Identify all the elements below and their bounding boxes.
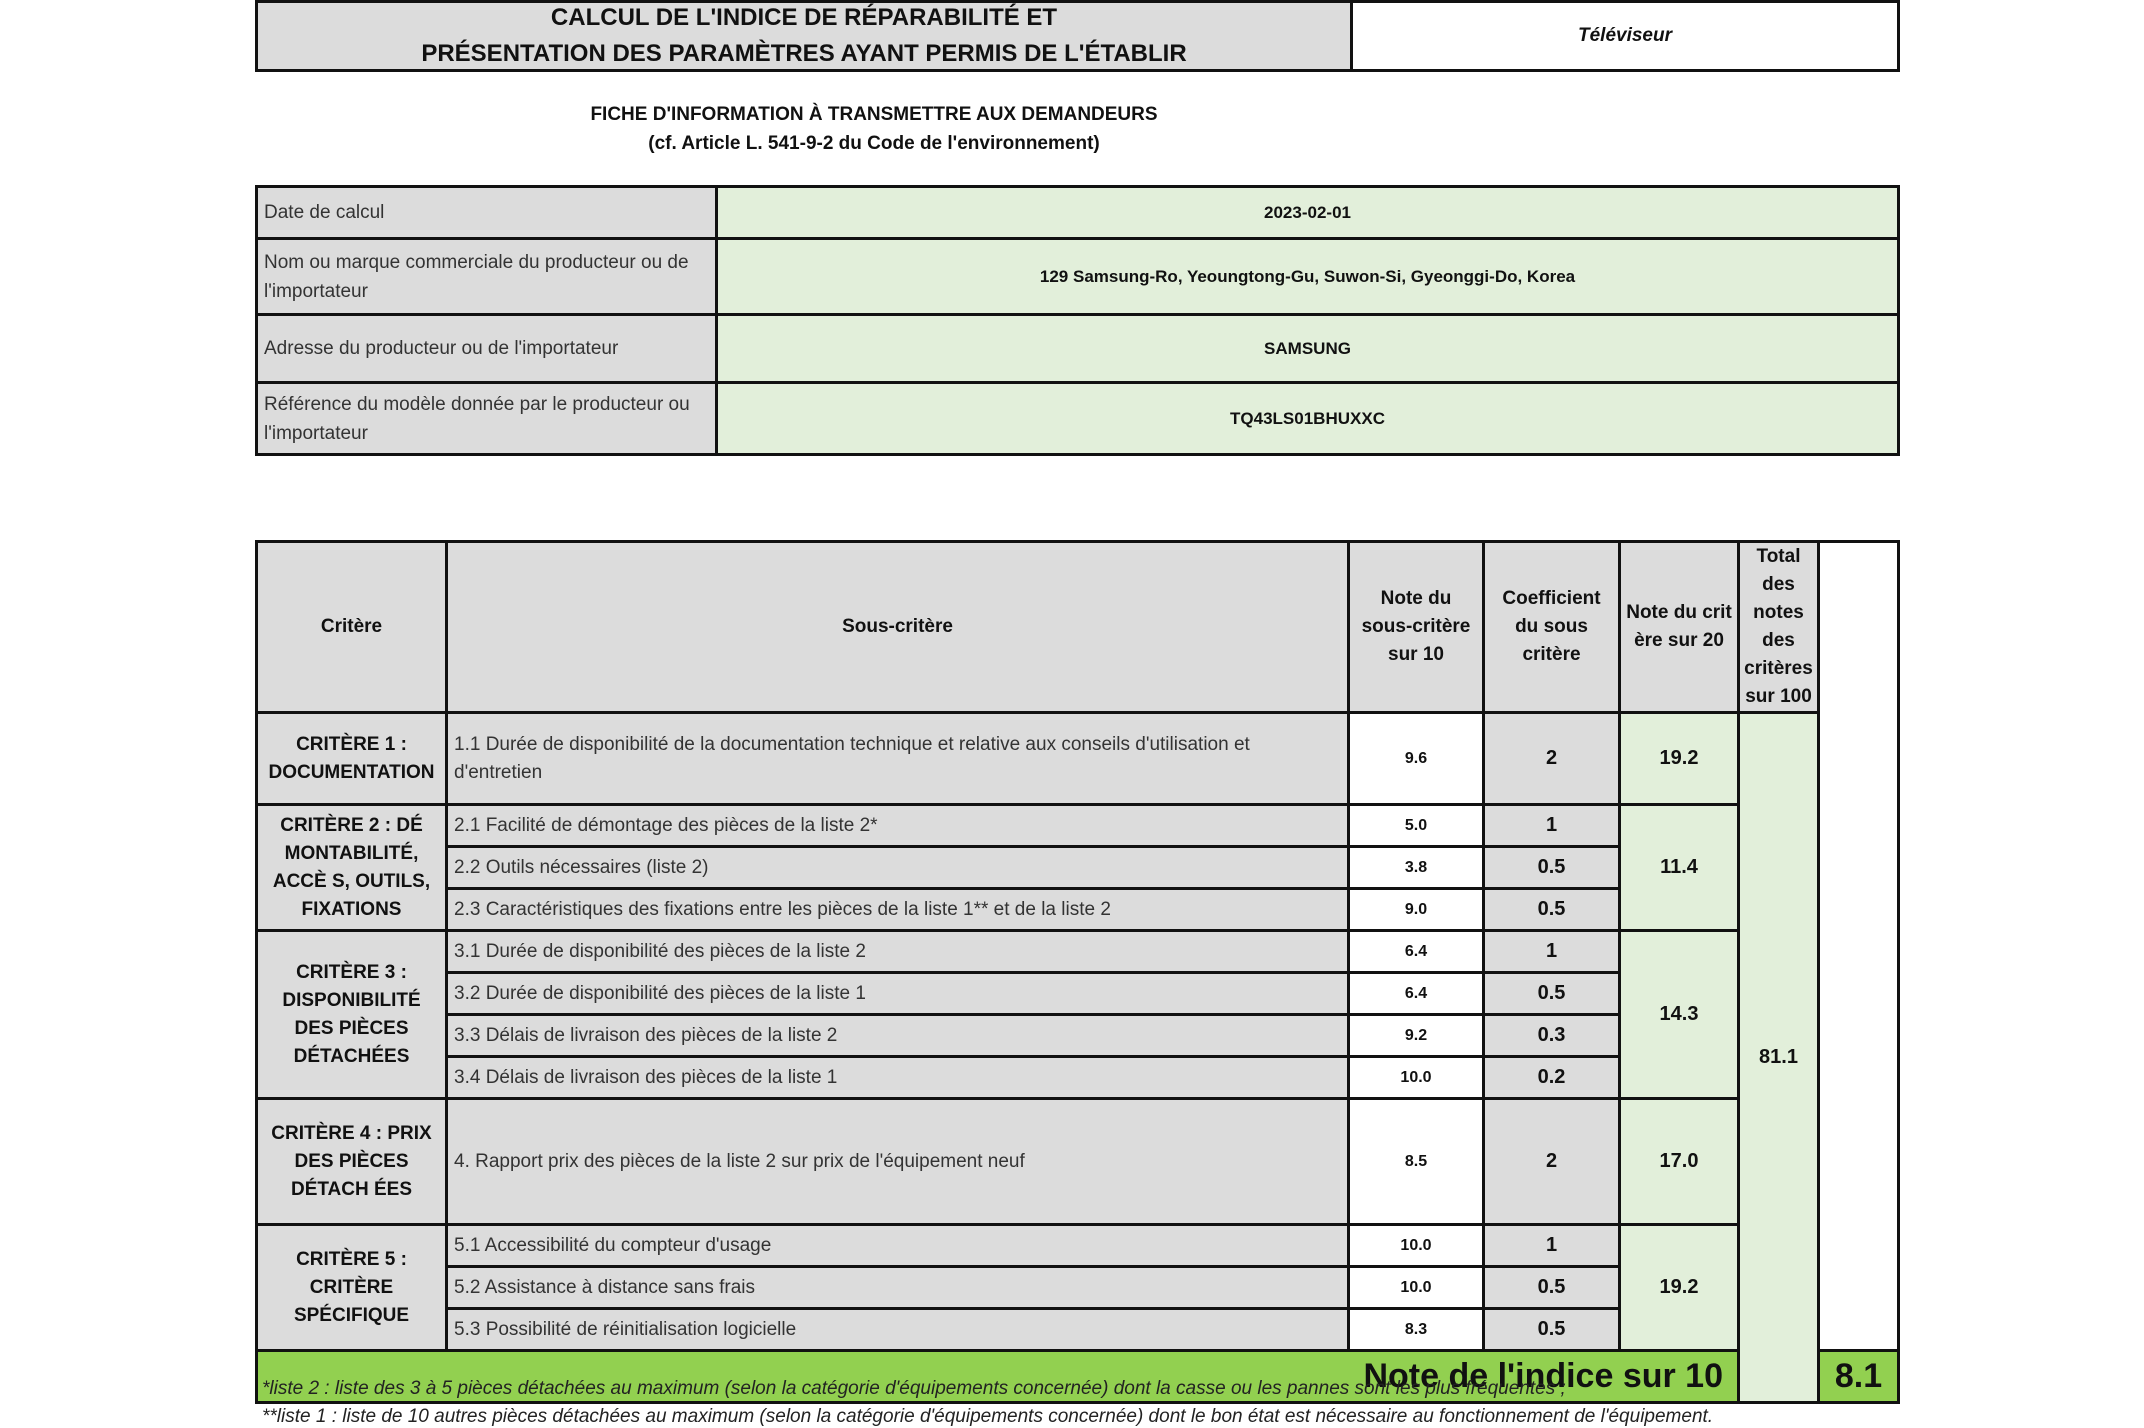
subtitle-line-2: (cf. Article L. 541-9-2 du Code de l'environnement) xyxy=(648,133,1100,154)
footnote-liste-2: *liste 2 : liste des 3 à 5 pièces détachées au maximum (selon la catégorie d'équipements concernée) dont la casse ou les pannes sont les plus fréquentes ; xyxy=(262,1378,1566,1399)
info-label: Date de calcul xyxy=(257,187,717,239)
header-sous-critere: Sous-critère xyxy=(447,542,1349,713)
criterion-score: 14.3 xyxy=(1620,931,1739,1099)
sub-criterion-note: 10.0 xyxy=(1349,1225,1484,1267)
title-line-2: PRÉSENTATION DES PARAMÈTRES AYANT PERMIS DE L'ÉTABLIR xyxy=(421,40,1187,67)
product-category: Téléviseur xyxy=(1353,3,1897,69)
sub-criterion-label: 4. Rapport prix des pièces de la liste 2 sur prix de l'équipement neuf xyxy=(447,1099,1349,1225)
sub-criterion-label: 3.1 Durée de disponibilité des pièces de la liste 2 xyxy=(447,931,1349,973)
sub-criterion-label: 3.3 Délais de livraison des pièces de la liste 2 xyxy=(447,1015,1349,1057)
sub-criterion-note: 9.0 xyxy=(1349,889,1484,931)
info-value: 2023-02-01 xyxy=(717,187,1899,239)
product-info-table xyxy=(255,185,1900,456)
info-row-producer-name xyxy=(257,239,1899,315)
sub-criterion-label: 5.3 Possibilité de réinitialisation logicielle xyxy=(447,1309,1349,1351)
info-value: TQ43LS01BHUXXC xyxy=(717,383,1899,455)
info-label: Nom ou marque commerciale du producteur ou de l'importateur xyxy=(257,239,717,315)
sub-criterion-coef: 0.5 xyxy=(1484,1309,1620,1351)
table-header-row xyxy=(257,542,1899,713)
table-row xyxy=(257,1099,1899,1225)
sub-criterion-coef: 2 xyxy=(1484,1099,1620,1225)
table-row xyxy=(257,1225,1899,1267)
criterion-name: CRITÈRE 3 : DISPONIBILITÉ DES PIÈCES DÉTACHÉES xyxy=(257,931,447,1099)
info-label: Référence du modèle donnée par le producteur ou l'importateur xyxy=(257,383,717,455)
repairability-score-table xyxy=(255,540,1900,1404)
info-row-date xyxy=(257,187,1899,239)
header-note-critere: Note du crit ère sur 20 xyxy=(1620,542,1739,713)
sub-criterion-note: 8.5 xyxy=(1349,1099,1484,1225)
document-title xyxy=(258,3,1353,69)
sub-criterion-note: 10.0 xyxy=(1349,1267,1484,1309)
final-score-label: Note de l'indice sur 10 xyxy=(257,1351,1739,1403)
criterion-name: CRITÈRE 5 : CRITÈRE SPÉCIFIQUE xyxy=(257,1225,447,1351)
criterion-name: CRITÈRE 2 : DÉ MONTABILITÉ, ACCÈ S, OUTILS, FIXATIONS xyxy=(257,805,447,931)
info-value: SAMSUNG xyxy=(717,315,1899,383)
info-label: Adresse du producteur ou de l'importateur xyxy=(257,315,717,383)
sub-criterion-label: 3.4 Délais de livraison des pièces de la liste 1 xyxy=(447,1057,1349,1099)
sub-criterion-coef: 0.2 xyxy=(1484,1057,1620,1099)
header-critere: Critère xyxy=(257,542,447,713)
table-row xyxy=(257,713,1899,805)
criterion-score: 19.2 xyxy=(1620,1225,1739,1351)
sub-criterion-coef: 1 xyxy=(1484,805,1620,847)
table-row xyxy=(257,805,1899,847)
sub-criterion-coef: 1 xyxy=(1484,931,1620,973)
sub-criterion-label: 2.3 Caractéristiques des fixations entre les pièces de la liste 1** et de la liste 2 xyxy=(447,889,1349,931)
criterion-score: 19.2 xyxy=(1620,713,1739,805)
sub-criterion-note: 6.4 xyxy=(1349,973,1484,1015)
sub-criterion-note: 9.6 xyxy=(1349,713,1484,805)
criterion-name: CRITÈRE 1 : DOCUMENTATION xyxy=(257,713,447,805)
sub-criterion-label: 2.2 Outils nécessaires (liste 2) xyxy=(447,847,1349,889)
footnote-liste-1: **liste 1 : liste de 10 autres pièces détachées au maximum (selon la catégorie d'équipements concernée) dont le bon état est nécessaire au fonctionnement de l'équipement. xyxy=(262,1406,1714,1427)
info-row-model-reference xyxy=(257,383,1899,455)
sub-criterion-coef: 2 xyxy=(1484,713,1620,805)
sub-criterion-label: 5.1 Accessibilité du compteur d'usage xyxy=(447,1225,1349,1267)
subtitle-line-1: FICHE D'INFORMATION À TRANSMETTRE AUX DEMANDEURS xyxy=(590,104,1158,125)
title-line-1: CALCUL DE L'INDICE DE RÉPARABILITÉ ET xyxy=(550,4,1058,31)
sub-criterion-note: 8.3 xyxy=(1349,1309,1484,1351)
total-score: 81.1 xyxy=(1739,713,1819,1403)
document-header xyxy=(255,0,1900,72)
sub-criterion-note: 6.4 xyxy=(1349,931,1484,973)
header-total: Total des notes des critères sur 100 xyxy=(1739,542,1819,713)
header-note-sous-critere: Note du sous-critère sur 10 xyxy=(1349,542,1484,713)
final-score-value: 8.1 xyxy=(1819,1351,1899,1403)
sub-criterion-label: 3.2 Durée de disponibilité des pièces de la liste 1 xyxy=(447,973,1349,1015)
info-sheet-subtitle xyxy=(255,100,1493,158)
sub-criterion-note: 3.8 xyxy=(1349,847,1484,889)
criterion-score: 11.4 xyxy=(1620,805,1739,931)
info-row-producer-address xyxy=(257,315,1899,383)
sub-criterion-note: 10.0 xyxy=(1349,1057,1484,1099)
header-coefficient: Coefficient du sous critère xyxy=(1484,542,1620,713)
sub-criterion-label: 1.1 Durée de disponibilité de la documentation technique et relative aux conseils d'utilisation et d'entretien xyxy=(447,713,1349,805)
sub-criterion-label: 2.1 Facilité de démontage des pièces de la liste 2* xyxy=(447,805,1349,847)
sub-criterion-coef: 0.5 xyxy=(1484,1267,1620,1309)
sub-criterion-coef: 0.5 xyxy=(1484,889,1620,931)
criterion-name: CRITÈRE 4 : PRIX DES PIÈCES DÉTACH ÉES xyxy=(257,1099,447,1225)
sub-criterion-coef: 0.5 xyxy=(1484,973,1620,1015)
info-value: 129 Samsung-Ro, Yeoungtong-Gu, Suwon-Si, Gyeonggi-Do, Korea xyxy=(717,239,1899,315)
sub-criterion-note: 9.2 xyxy=(1349,1015,1484,1057)
sub-criterion-coef: 1 xyxy=(1484,1225,1620,1267)
criterion-score: 17.0 xyxy=(1620,1099,1739,1225)
sub-criterion-label: 5.2 Assistance à distance sans frais xyxy=(447,1267,1349,1309)
sub-criterion-coef: 0.3 xyxy=(1484,1015,1620,1057)
table-row xyxy=(257,931,1899,973)
sub-criterion-coef: 0.5 xyxy=(1484,847,1620,889)
sub-criterion-note: 5.0 xyxy=(1349,805,1484,847)
